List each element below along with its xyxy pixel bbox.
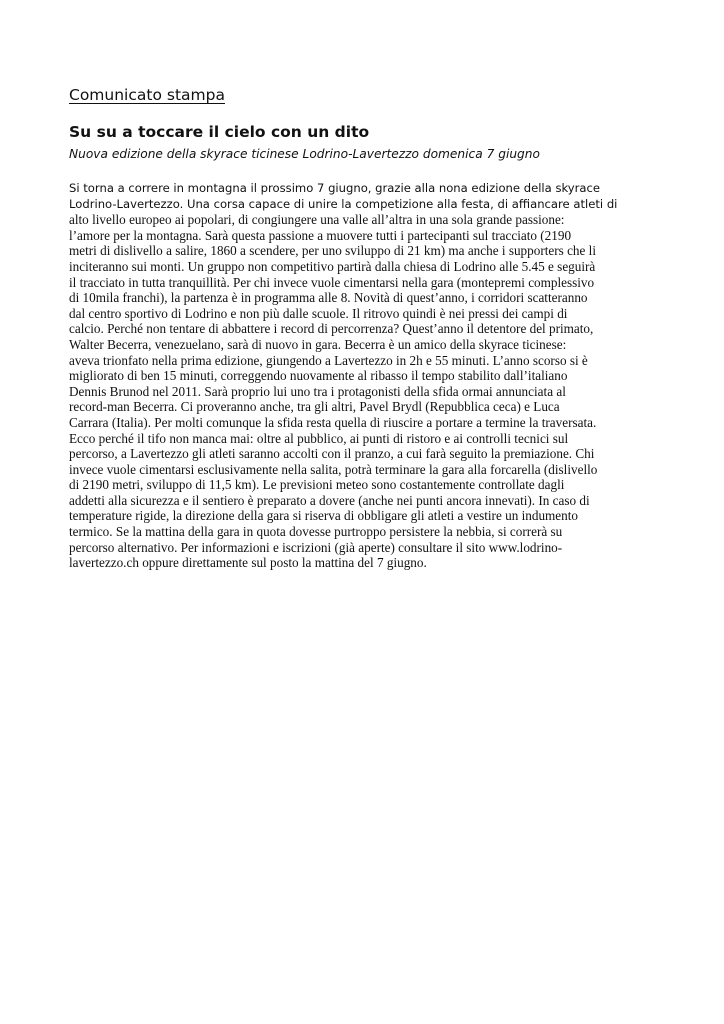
body-line: temperature rigide, la direzione della gara si riserva di obbligare gli atleti a vestire un indumento xyxy=(69,508,578,524)
press-release-label: Comunicato stampa xyxy=(69,86,225,104)
body-line: Walter Becerra, venezuelano, sarà di nuovo in gara. Becerra è un amico della skyrace ticinese: xyxy=(69,336,567,352)
body-line: Lodrino-Lavertezzo. Una corsa capace di unire la competizione alla festa, di affiancare atleti di xyxy=(69,196,618,211)
body-line: inciteranno sui monti. Un gruppo non competitivo partirà dalla chiesa di Lodrino alle 5.45 e seguirà xyxy=(69,258,596,274)
body-line: record-man Becerra. Ci proveranno anche, tra gli altri, Pavel Brydl (Repubblica ceca) e Luca xyxy=(69,399,560,415)
article-body xyxy=(69,181,669,571)
body-line: calcio. Perché non tentare di abbattere i record di percorrenza? Quest’anno il detentore del primato, xyxy=(69,321,594,337)
body-line: Carrara (Italia). Per molti comunque la sfida resta quella di riuscire a portare a termine la traversata. xyxy=(69,414,597,430)
body-line: addetti alla sicurezza e il sentiero è preparato a dovere (anche nei punti ancora innevati). In caso di xyxy=(69,492,590,508)
body-line: alto livello europeo ai popolari, di congiungere una valle all’altra in una sola grande passione: xyxy=(69,212,565,228)
body-line: Si torna a correre in montagna il prossimo 7 giugno, grazie alla nona edizione della skyrace xyxy=(69,181,601,195)
body-line: Ecco perché il tifo non manca mai: oltre al pubblico, ai punti di ristoro e ai controlli tecnici sul xyxy=(69,430,569,446)
body-line: migliorato di ben 15 minuti, correggendo nuovamente al ribasso il tempo stabilito dall’italiano xyxy=(69,368,568,384)
body-line: percorso, a Lavertezzo gli atleti saranno accolti con il pranzo, a cui farà seguito la premiazione. Chi xyxy=(69,446,595,462)
body-line: il tracciato in tutta tranquillità. Per chi invece vuole cimentarsi nella gara (montepremi complessivo xyxy=(69,274,595,290)
body-line: Dennis Brunod nel 2011. Sarà proprio lui uno tra i protagonisti della sfida ormai annunciata al xyxy=(69,383,566,399)
article-subtitle: Nuova edizione della skyrace ticinese Lodrino-Lavertezzo domenica 7 giugno xyxy=(69,147,540,161)
body-line: percorso alternativo. Per informazioni e iscrizioni (già aperte) consultare il sito www.lodrino- xyxy=(69,539,563,555)
body-line: termico. Se la mattina della gara in quota dovesse purtroppo persistere la nebbia, si correrà su xyxy=(69,524,563,540)
body-line: di 10mila franchi), la partenza è in programma alle 8. Novità di quest’anno, i corridori scatteranno xyxy=(69,290,588,306)
body-line: dal centro sportivo di Lodrino e non più dalle scuole. Il ritrovo quindi è nei pressi dei campi di xyxy=(69,305,568,321)
body-line: invece vuole cimentarsi esclusivamente nella salita, potrà terminare la gara alla forcarella (dislivello xyxy=(69,461,598,477)
body-line: di 2190 metri, sviluppo di 11,5 km). Le previsioni meteo sono costantemente controllate dagli xyxy=(69,477,565,493)
body-line: aveva trionfato nella prima edizione, giungendo a Lavertezzo in 2h e 55 minuti. L’anno scorso si è xyxy=(69,352,588,368)
body-line: l’amore per la montagna. Sarà questa passione a muovere tutti i partecipanti sul tracciato (2190 xyxy=(69,227,572,243)
body-line: metri di dislivello a salire, 1860 a scendere, per uno sviluppo di 21 km) ma anche i supporters che li xyxy=(69,243,596,259)
article-title: Su su a toccare il cielo con un dito xyxy=(69,123,370,141)
body-line: lavertezzo.ch oppure direttamente sul posto la mattina del 7 giugno. xyxy=(69,555,427,571)
